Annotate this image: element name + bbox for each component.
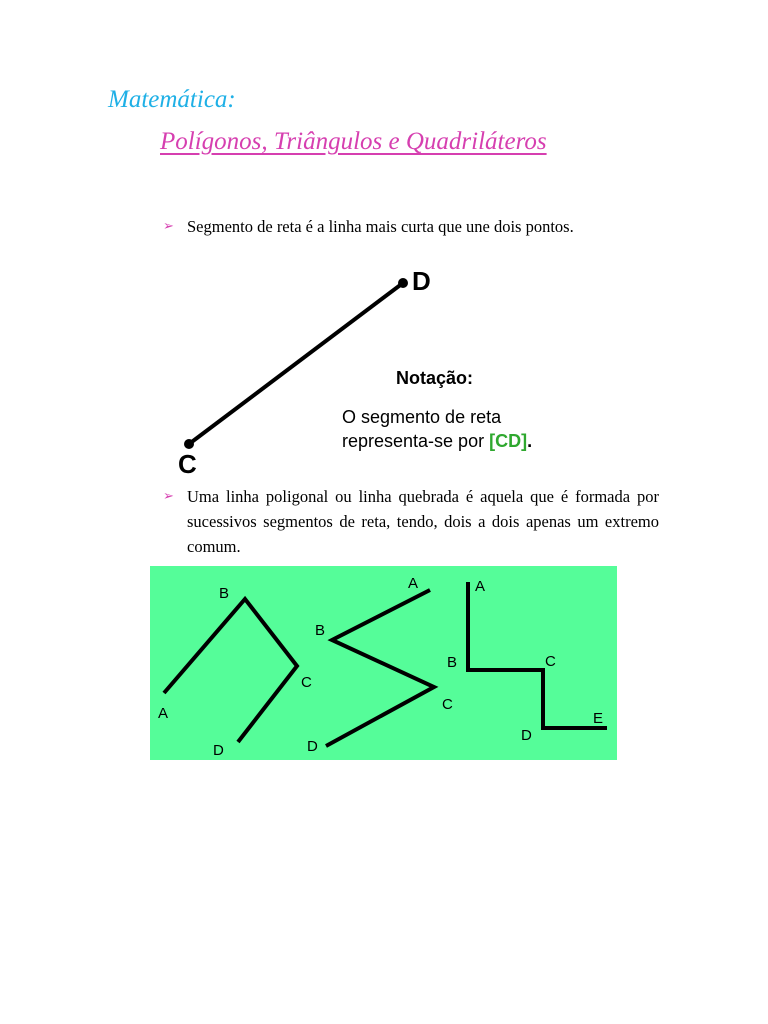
notation-symbol: [CD] [489,431,528,451]
page-title: Polígonos, Triângulos e Quadriláteros [160,128,547,155]
line1-label-d: D [213,742,224,759]
notation-period: . [527,431,533,451]
point-c-label: C [178,449,197,479]
arrow-bullet-icon: ➢ [163,219,174,234]
notation-line1: O segmento de reta [342,407,502,427]
line1-label-c: C [301,674,312,691]
point-c-dot [184,439,194,449]
line3-label-e: E [593,710,604,727]
line3-label-c: C [545,653,556,670]
line3-label-b: B [447,654,458,671]
notation-line2: representa-se por [342,431,485,451]
bullet-segment-definition [163,214,659,239]
line2-label-b: B [315,622,326,639]
line2-label-a: A [408,575,419,592]
arrow-bullet-icon: ➢ [163,489,174,504]
line1-label-a: A [158,705,169,722]
notation-title: Notação: [396,368,474,388]
line3-label-a: A [475,578,486,595]
polygonal-lines-figure [150,566,617,760]
bullet-text: Uma linha poligonal ou linha quebrada é aquela que é formada por sucessivos segmentos de reta, tendo, dois a dois apenas um extremo comum. [187,487,659,556]
point-d-dot [398,278,408,288]
line2-label-d: D [307,738,318,755]
point-d-label: D [412,266,431,296]
notation-text [342,405,642,453]
line1-label-b: B [219,585,230,602]
subject-heading: Matemática: [108,86,236,113]
line3-label-d: D [521,727,532,744]
bullet-text: Segmento de reta é a linha mais curta que une dois pontos. [187,217,574,236]
bullet-polygonal-definition [163,484,659,559]
line2-label-c: C [442,696,453,713]
